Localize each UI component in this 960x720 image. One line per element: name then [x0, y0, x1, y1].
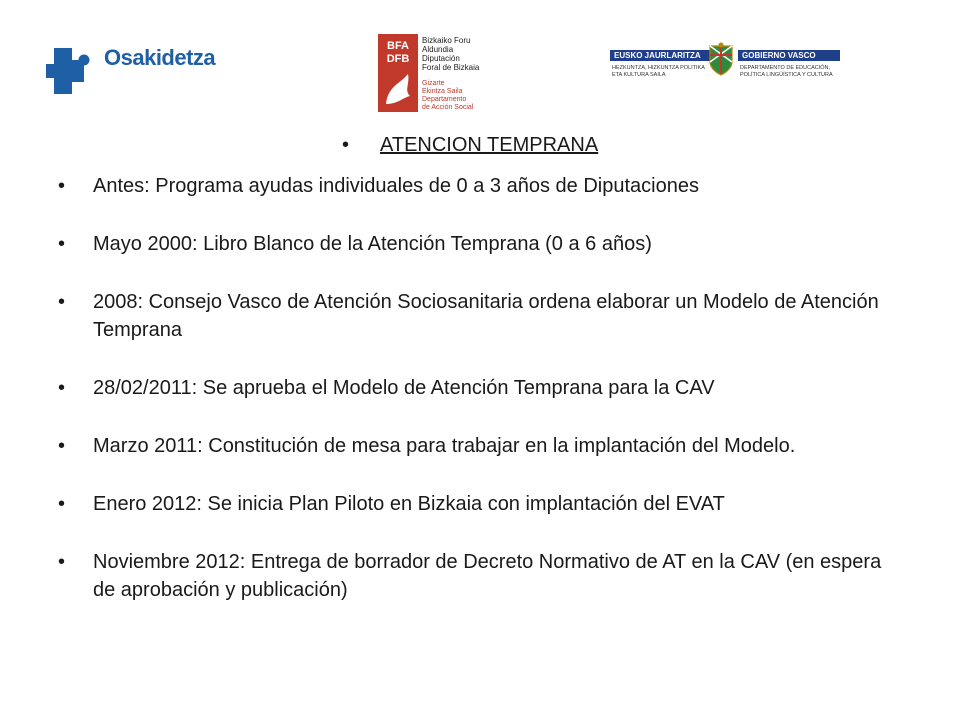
bullet-icon: • — [58, 493, 66, 515]
bullet-icon: • — [58, 175, 66, 197]
bullet-icon: • — [58, 233, 66, 255]
list-item-text: 28/02/2011: Se aprueba el Modelo de Atención Temprana para la CAV — [93, 377, 715, 399]
bullet-icon: • — [58, 291, 66, 313]
list-item — [58, 432, 908, 460]
osakidetza-logo — [46, 38, 266, 94]
bfa-tile-top: BFA — [387, 40, 409, 52]
bfa-dfb-logo — [378, 34, 508, 112]
gobierno-vasco-logo — [608, 42, 844, 88]
gv-caption-line: HEZKUNTZA, HIZKUNTZA POLITIKA — [612, 65, 705, 71]
bfa-tile-bottom: DFB — [386, 53, 410, 65]
list-item — [58, 172, 908, 200]
list-item — [58, 288, 908, 344]
list-item-text: Antes: Programa ayudas individuales de 0 a 3 años de Diputaciones — [93, 175, 699, 197]
bfa-sub-line: Ekintza Saila — [422, 88, 463, 95]
bfa-line: Foral de Bizkaia — [422, 63, 480, 72]
list-item — [58, 230, 908, 258]
coat-of-arms-icon — [708, 42, 734, 76]
osakidetza-cross-icon — [46, 38, 102, 94]
heading-text: ATENCION TEMPRANA — [380, 134, 599, 156]
bfa-emblem-icon — [378, 34, 418, 112]
list-item-text: Mayo 2000: Libro Blanco de la Atención Temprana (0 a 6 años) — [93, 233, 652, 255]
eusko-jaurlaritza-bar: EUSKO JAURLARITZA — [610, 50, 710, 61]
bfa-sub-line: Departamento — [422, 96, 467, 103]
bfa-line: Bizkaiko Foru — [422, 36, 471, 45]
gv-caption-line: ETA KULTURA SAILA — [612, 71, 666, 78]
list-item — [58, 490, 908, 518]
bullet-icon: • — [58, 435, 66, 457]
list-item-text: Enero 2012: Se inicia Plan Piloto en Bizkaia con implantación del EVAT — [93, 493, 725, 515]
gv-left-caption — [612, 65, 705, 78]
bullet-icon: • — [342, 134, 350, 156]
list-item — [58, 548, 908, 604]
list-item-text: Noviembre 2012: Entrega de borrador de Decreto Normativo de AT en la CAV (en espera de aprobación y publicación) — [93, 551, 882, 601]
gv-caption-line: DEPARTAMENTO DE EDUCACIÓN, — [740, 65, 831, 71]
gv-caption-line: POLÍTICA LINGÜÍSTICA Y CULTURA — [740, 71, 833, 78]
list-item-text: Marzo 2011: Constitución de mesa para trabajar en la implantación del Modelo. — [93, 435, 796, 457]
bfa-department — [422, 80, 473, 112]
timeline-list — [58, 172, 908, 634]
bullet-icon: • — [58, 377, 66, 399]
bfa-line: Diputación — [422, 54, 460, 63]
bullet-icon: • — [58, 551, 66, 573]
bfa-sub-line: Gizarte — [422, 80, 445, 87]
bfa-line: Aldundia — [422, 45, 454, 54]
bfa-text-lines — [422, 36, 479, 72]
osakidetza-name: Osakidetza — [104, 45, 216, 70]
gobierno-vasco-bar: GOBIERNO VASCO — [738, 50, 840, 61]
list-item — [58, 374, 908, 402]
bfa-sub-line: de Acción Social — [422, 104, 474, 111]
list-item-text: 2008: Consejo Vasco de Atención Sociosanitaria ordena elaborar un Modelo de Atención Temprana — [93, 291, 879, 341]
gv-right-caption — [740, 65, 833, 78]
